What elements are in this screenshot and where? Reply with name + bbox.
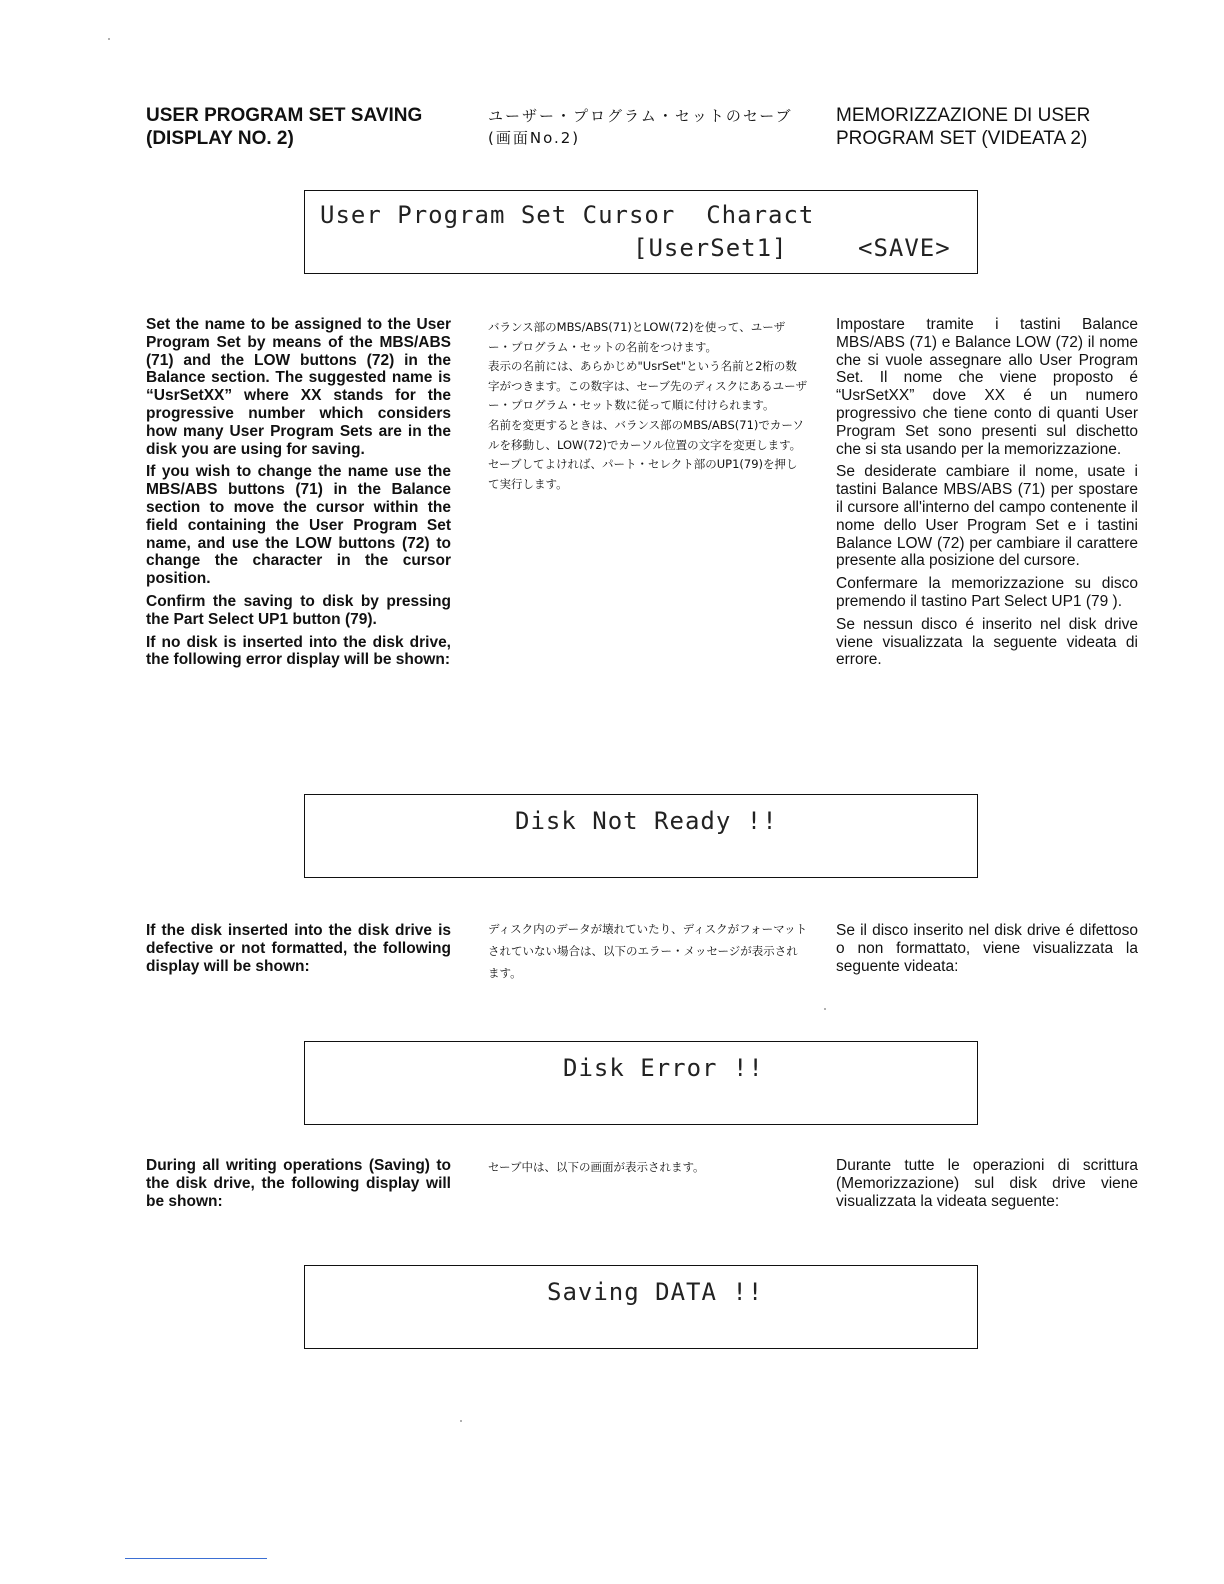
heading-en-line1: USER PROGRAM SET SAVING bbox=[146, 105, 423, 126]
lcd-main-line2-left: [UserSet1] bbox=[633, 234, 788, 262]
section3-it bbox=[836, 1157, 1138, 1215]
section1-jp-para4: セーブしてよければ、パート・セレクト部のUP1(79)を押して実行します。 bbox=[488, 457, 798, 491]
section1-jp-para1: バランス部のMBS/ABS(71)とLOW(72)を使って、ユーザー・プログラム・セットの名前をつけます。 bbox=[488, 320, 786, 354]
scan-speck bbox=[460, 1420, 462, 1422]
section1-it bbox=[836, 316, 1138, 674]
lcd-display-main bbox=[304, 190, 978, 274]
heading-it bbox=[836, 104, 1138, 150]
section1-it-para2: Se desiderate cambiare il nome, usate i tastini Balance MBS/ABS (71) per spostare il cursore all'interno del campo contenente il nome dello User Program Set e i tastini Balance LOW (72) per cambiare il carattere presente alla posizione del cursore. bbox=[836, 463, 1138, 570]
lcd-main-line1: User Program Set Cursor Charact bbox=[320, 201, 815, 229]
section2-en-para: If the disk inserted into the disk drive is defective or not formatted, the following display will be shown: bbox=[146, 922, 451, 975]
lcd-saving-text: Saving DATA !! bbox=[547, 1278, 764, 1306]
section1-it-para1: Impostare tramite i tastini Balance MBS/ABS (71) e Balance LOW (72) il nome che si vuole assegnare allo User Program Set. Il nome che viene proposto é “UsrSetXX” dove XX é un numero progressivo che tiene conto di quanti User Program Set sono presenti sul dischetto che si sta usando per la memorizzazione. bbox=[836, 316, 1138, 458]
section2-it bbox=[836, 922, 1138, 980]
section2-en bbox=[146, 922, 451, 980]
section3-jp-para: セーブ中は、以下の画面が表示されます。 bbox=[488, 1160, 705, 1174]
section3-en bbox=[146, 1157, 451, 1215]
section3-en-para: During all writing operations (Saving) to the disk drive, the following display will be shown: bbox=[146, 1157, 451, 1210]
page-bottom-rule bbox=[125, 1558, 267, 1559]
scan-speck bbox=[824, 1008, 826, 1010]
section1-jp-para2: 表示の名前には、あらかじめ"UsrSet"という名前と2桁の数字がつきます。この数字は、セーブ先のディスクにあるユーザー・プログラム・セット数に従って順に付けられます。 bbox=[488, 359, 808, 413]
lcd-main-line2-right: <SAVE> bbox=[858, 234, 951, 262]
lcd-not-ready-text: Disk Not Ready !! bbox=[515, 807, 778, 835]
lcd-display-saving bbox=[304, 1265, 978, 1349]
lcd-error-text: Disk Error !! bbox=[563, 1054, 764, 1082]
heading-it-line1: MEMORIZZAZIONE DI USER bbox=[836, 105, 1091, 126]
heading-jp-line1: ユーザー・プログラム・セットのセーブ bbox=[488, 107, 793, 125]
section1-jp-para3: 名前を変更するときは、バランス部のMBS/ABS(71)でカーソルを移動し、LOW(72)でカーソル位置の文字を変更します。 bbox=[488, 417, 804, 452]
scan-speck bbox=[108, 38, 110, 40]
heading-jp bbox=[488, 105, 808, 149]
section2-jp-para: ディスク内のデータが壊れていたり、ディスクがフォーマットされていない場合は、以下のエラー・メッセージが表示されます。 bbox=[488, 922, 808, 980]
section1-jp bbox=[488, 318, 808, 494]
section1-en-para2: If you wish to change the name use the MBS/ABS buttons (71) in the Balance section to move the cursor within the field containing the User Program Set name, and use the LOW buttons (72) to change the character in the cursor position. bbox=[146, 463, 451, 588]
section1-en-para4: If no disk is inserted into the disk drive, the following error display will be shown: bbox=[146, 633, 451, 669]
heading-it-line2: PROGRAM SET (VIDEATA 2) bbox=[836, 128, 1088, 149]
section2-it-para: Se il disco inserito nel disk drive é difettoso o non formattato, viene visualizzata la seguente videata: bbox=[836, 922, 1138, 975]
section1-en-para3: Confirm the saving to disk by pressing the Part Select UP1 button (79). bbox=[146, 592, 451, 628]
section1-it-para4: Se nessun disco é inserito nel disk drive viene visualizzata la seguente videata di errore. bbox=[836, 615, 1138, 669]
section3-it-para: Durante tutte le operazioni di scrittura (Memorizzazione) sul disk drive viene visualizzata la videata seguente: bbox=[836, 1157, 1138, 1210]
lcd-display-error bbox=[304, 1041, 978, 1125]
heading-en-line2: (DISPLAY NO. 2) bbox=[146, 128, 294, 149]
section1-it-para3: Confermare la memorizzazione su disco premendo il tastino Part Select UP1 (79 ). bbox=[836, 575, 1138, 610]
section1-en bbox=[146, 316, 451, 674]
lcd-display-not-ready bbox=[304, 794, 978, 878]
heading-jp-line2: (画面No.2) bbox=[488, 129, 581, 147]
section1-en-para1: Set the name to be assigned to the User Program Set by means of the MBS/ABS (71) and the LOW buttons (72) in the Balance section. The suggested name is “UsrSetXX” where XX stands for the progressive number which considers how many User Program Sets are in the disk you are using for saving. bbox=[146, 316, 451, 458]
heading-en bbox=[146, 104, 451, 150]
section2-jp bbox=[488, 918, 808, 984]
section3-jp bbox=[488, 1158, 808, 1178]
